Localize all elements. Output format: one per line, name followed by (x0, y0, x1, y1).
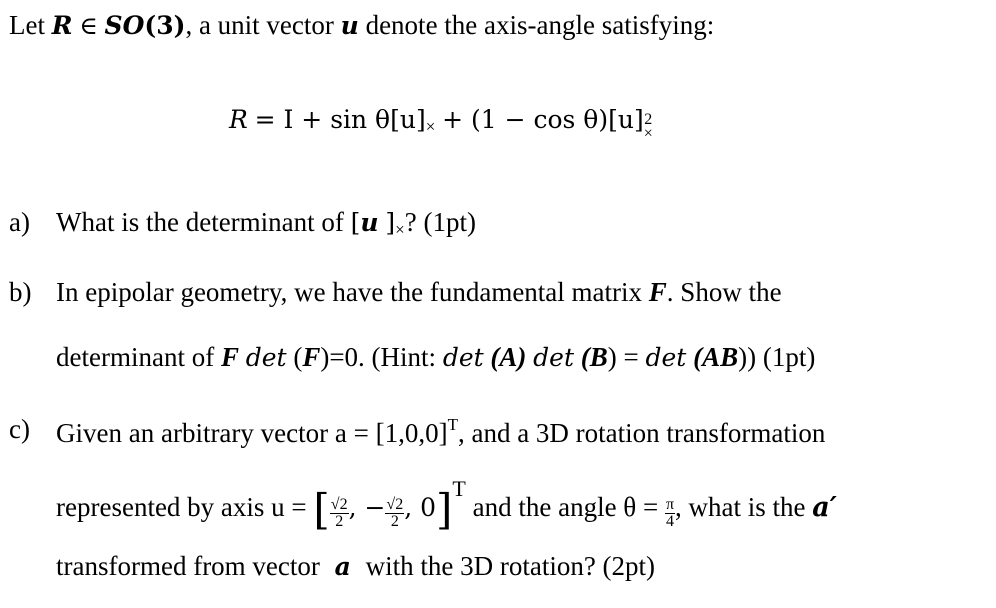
qb-l2-a: determinant of (56, 342, 215, 372)
formula-sup-sub (644, 113, 653, 141)
qb-close: )=0. (Hint: (320, 342, 437, 372)
qc-pi-frac (665, 497, 675, 530)
formula-cross: × (425, 117, 436, 136)
formula-square: 2 (644, 111, 653, 128)
intro-tail: denote the axis-angle satisfying: (365, 10, 715, 40)
element-of-symbol: ∈ (79, 11, 98, 40)
question-c-label: c) (9, 414, 30, 444)
qa-bracket-open: [ (350, 208, 361, 237)
qc-comma-minus: , − (348, 493, 386, 522)
u-symbol: u (340, 11, 359, 40)
question-b-line2 (56, 344, 815, 371)
qb-detAB: det (645, 343, 687, 372)
qc-frac1-den: 2 (335, 513, 344, 530)
qb-end: )) (1pt) (738, 342, 816, 372)
qb-B: (B (580, 342, 608, 372)
question-b-label: b) (9, 277, 32, 307)
qc-frac2-den: 2 (390, 513, 399, 530)
qc-four: 4 (666, 513, 674, 530)
question-a (56, 209, 476, 238)
qc-transpose: T (447, 415, 458, 434)
qc-pi: π (665, 496, 675, 513)
qc-frac2 (385, 497, 404, 530)
qa-text: What is the determinant of (56, 207, 344, 237)
formula-eq: = I + sin θ[u] (254, 105, 426, 134)
qc-frac1-num: √2 (330, 496, 348, 513)
qb-A: (A) (490, 342, 527, 372)
qc-l2-mid: and the angle θ = (472, 492, 659, 522)
qb-AB: (AB (693, 342, 739, 372)
qb-detA: det (442, 343, 484, 372)
qb-line1: In epipolar geometry, we have the fundamental matrix (56, 277, 643, 307)
qb-det1: det (245, 343, 287, 372)
qc-l2-tail: , what is the (675, 492, 806, 522)
qc-zero: , 0 (404, 493, 437, 522)
qc-bracket-open: [ (313, 485, 330, 534)
qc-bracket-close: ] (436, 485, 453, 534)
qc-vector-a: [1,0,0] (375, 418, 448, 448)
SO-symbol: SO (104, 11, 145, 40)
qa-u: u (360, 208, 379, 237)
qc-line1-tail: , and a 3D rotation transformation (457, 418, 826, 448)
question-c-line1 (56, 416, 825, 447)
qb-detB: det (533, 343, 575, 372)
formula-R: R (229, 105, 248, 134)
question-b-line1 (56, 279, 782, 306)
qb-eq: ) = (607, 342, 639, 372)
qc-a-prime: a′ (812, 492, 837, 523)
qb-l2-F: F (220, 342, 239, 372)
rotation-formula (229, 106, 653, 141)
question-a-label: a) (9, 207, 30, 237)
qb-paren: ( (293, 342, 303, 372)
R-symbol: R (51, 11, 73, 40)
formula-cross2: × (643, 125, 653, 142)
qa-bracket-close: ] (385, 208, 396, 237)
qb-line1-tail: . Show the (666, 277, 782, 307)
qc-frac2-num: √2 (386, 496, 404, 513)
qc-l3-a: transformed from vector (56, 551, 320, 581)
qa-tail: ? (1pt) (404, 207, 476, 237)
qc-l3-tail: with the 3D rotation? (2pt) (365, 551, 656, 581)
qc-frac1 (330, 497, 349, 530)
qc-l2-a: represented by axis u = (56, 492, 307, 522)
SO-three: (3) (144, 11, 186, 40)
qa-cross: × (395, 220, 405, 239)
qc-transpose2: T (452, 476, 466, 501)
qb-F: F (648, 277, 667, 307)
question-c-line2 (56, 476, 837, 534)
qc-l3-a-vector: a (334, 552, 351, 581)
formula-mid: + (1 − cos θ)[u] (442, 105, 644, 134)
intro-rest: , a unit vector (185, 10, 334, 40)
intro-lead: Let (9, 10, 45, 40)
intro-line (9, 12, 714, 39)
qc-line1: Given an arbitrary vector a = (56, 418, 369, 448)
question-c-line3 (56, 553, 655, 580)
qb-F2: F (302, 342, 321, 372)
